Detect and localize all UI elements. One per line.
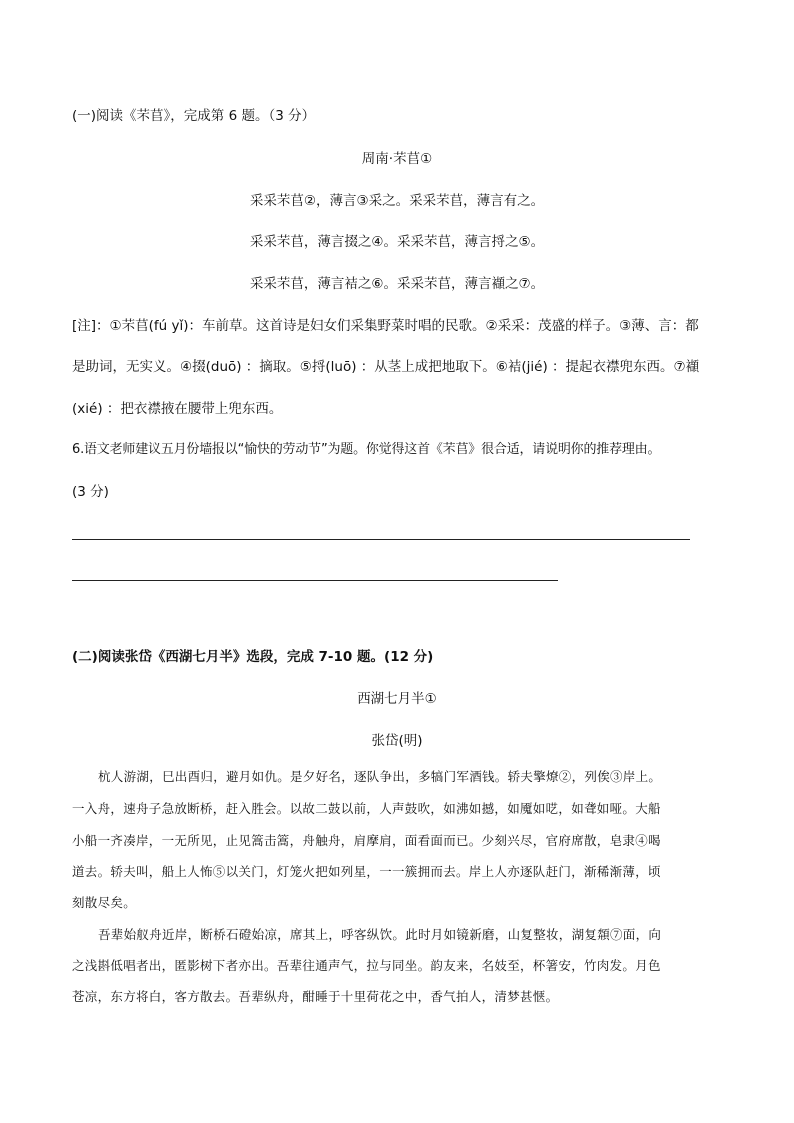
poem-line: 采采芣苢②，薄言③采之。采采芣苢，薄言有之。 (249, 193, 545, 209)
prose-line: 之浅斟低唱者出，匿影树下者亦出。吾辈往通声气，拉与同坐。韵友来，名妓至，杯箸安，竹肉发。月色 (72, 958, 661, 973)
prose-title: 西湖七月半① (357, 691, 437, 707)
answer-line[interactable] (72, 539, 690, 540)
prose-line: 小船一齐凑岸，一无所见，止见篙击篙，舟触舟，肩摩肩，面看面而已。少刻兴尽，官府席散，皂隶④喝 (72, 833, 661, 848)
note-line: [注]：①芣苢(fú yǐ)：车前草。这首诗是妇女们采集野菜时唱的民歌。②采采：茂盛的样子。③薄、言：都 (72, 318, 699, 334)
prose-line: 吾辈始舣舟近岸，断桥石磴始凉，席其上，呼客纵饮。此时月如镜新磨，山复整妆，湖复頮⑦面，向 (98, 927, 662, 942)
section2-heading: (二)阅读张岱《西湖七月半》选段，完成 7-10 题。(12 分) (72, 649, 434, 665)
note-line: (xié) ：把衣襟掖在腰带上兜东西。 (72, 401, 283, 417)
prose-line: 苍凉，东方将白，客方散去。吾辈纵舟，酣睡于十里荷花之中，香气拍人，清梦甚惬。 (72, 989, 559, 1004)
poem-line: 采采芣苢，薄言袺之⑥。采采芣苢，薄言襭之⑦。 (249, 276, 545, 292)
prose-line: 刻散尽矣。 (72, 895, 137, 910)
question-score: (3 分) (72, 484, 109, 500)
prose-line: 一入舟，速舟子急放断桥，赶入胜会。以故二鼓以前，人声鼓吹，如沸如撼，如魇如呓，如聋如哑。大船 (72, 801, 661, 816)
prose-line: 杭人游湖，巳出酉归，避月如仇。是夕好名，逐队争出，多犒门军酒钱。轿夫擎燎②，列俟③岸上。 (98, 769, 662, 784)
note-line: 是助词，无实义。④掇(duō) ：摘取。⑤捋(luō) ：从茎上成把地取下。⑥袺(jié) ：提起衣襟兜东西。⑦襭 (72, 359, 700, 375)
poem-title: 周南·芣苢① (361, 151, 433, 167)
poem-line: 采采芣苢，薄言掇之④。采采芣苢，薄言捋之⑤。 (249, 234, 545, 250)
section1-heading: (一)阅读《芣苢》，完成第 6 题。（3 分） (72, 108, 316, 124)
question-6: 6.语文老师建议五月份墙报以“愉快的劳动节”为题。你觉得这首《芣苢》很合适，请说明你的推荐理由。 (72, 442, 661, 457)
prose-line: 道去。轿夫叫，船上人怖⑤以关门，灯笼火把如列星，一一簇拥而去。岸上人亦逐队赶门，渐稀渐薄，顷 (72, 864, 661, 879)
answer-line[interactable] (72, 580, 558, 581)
prose-author: 张岱(明) (371, 733, 423, 749)
